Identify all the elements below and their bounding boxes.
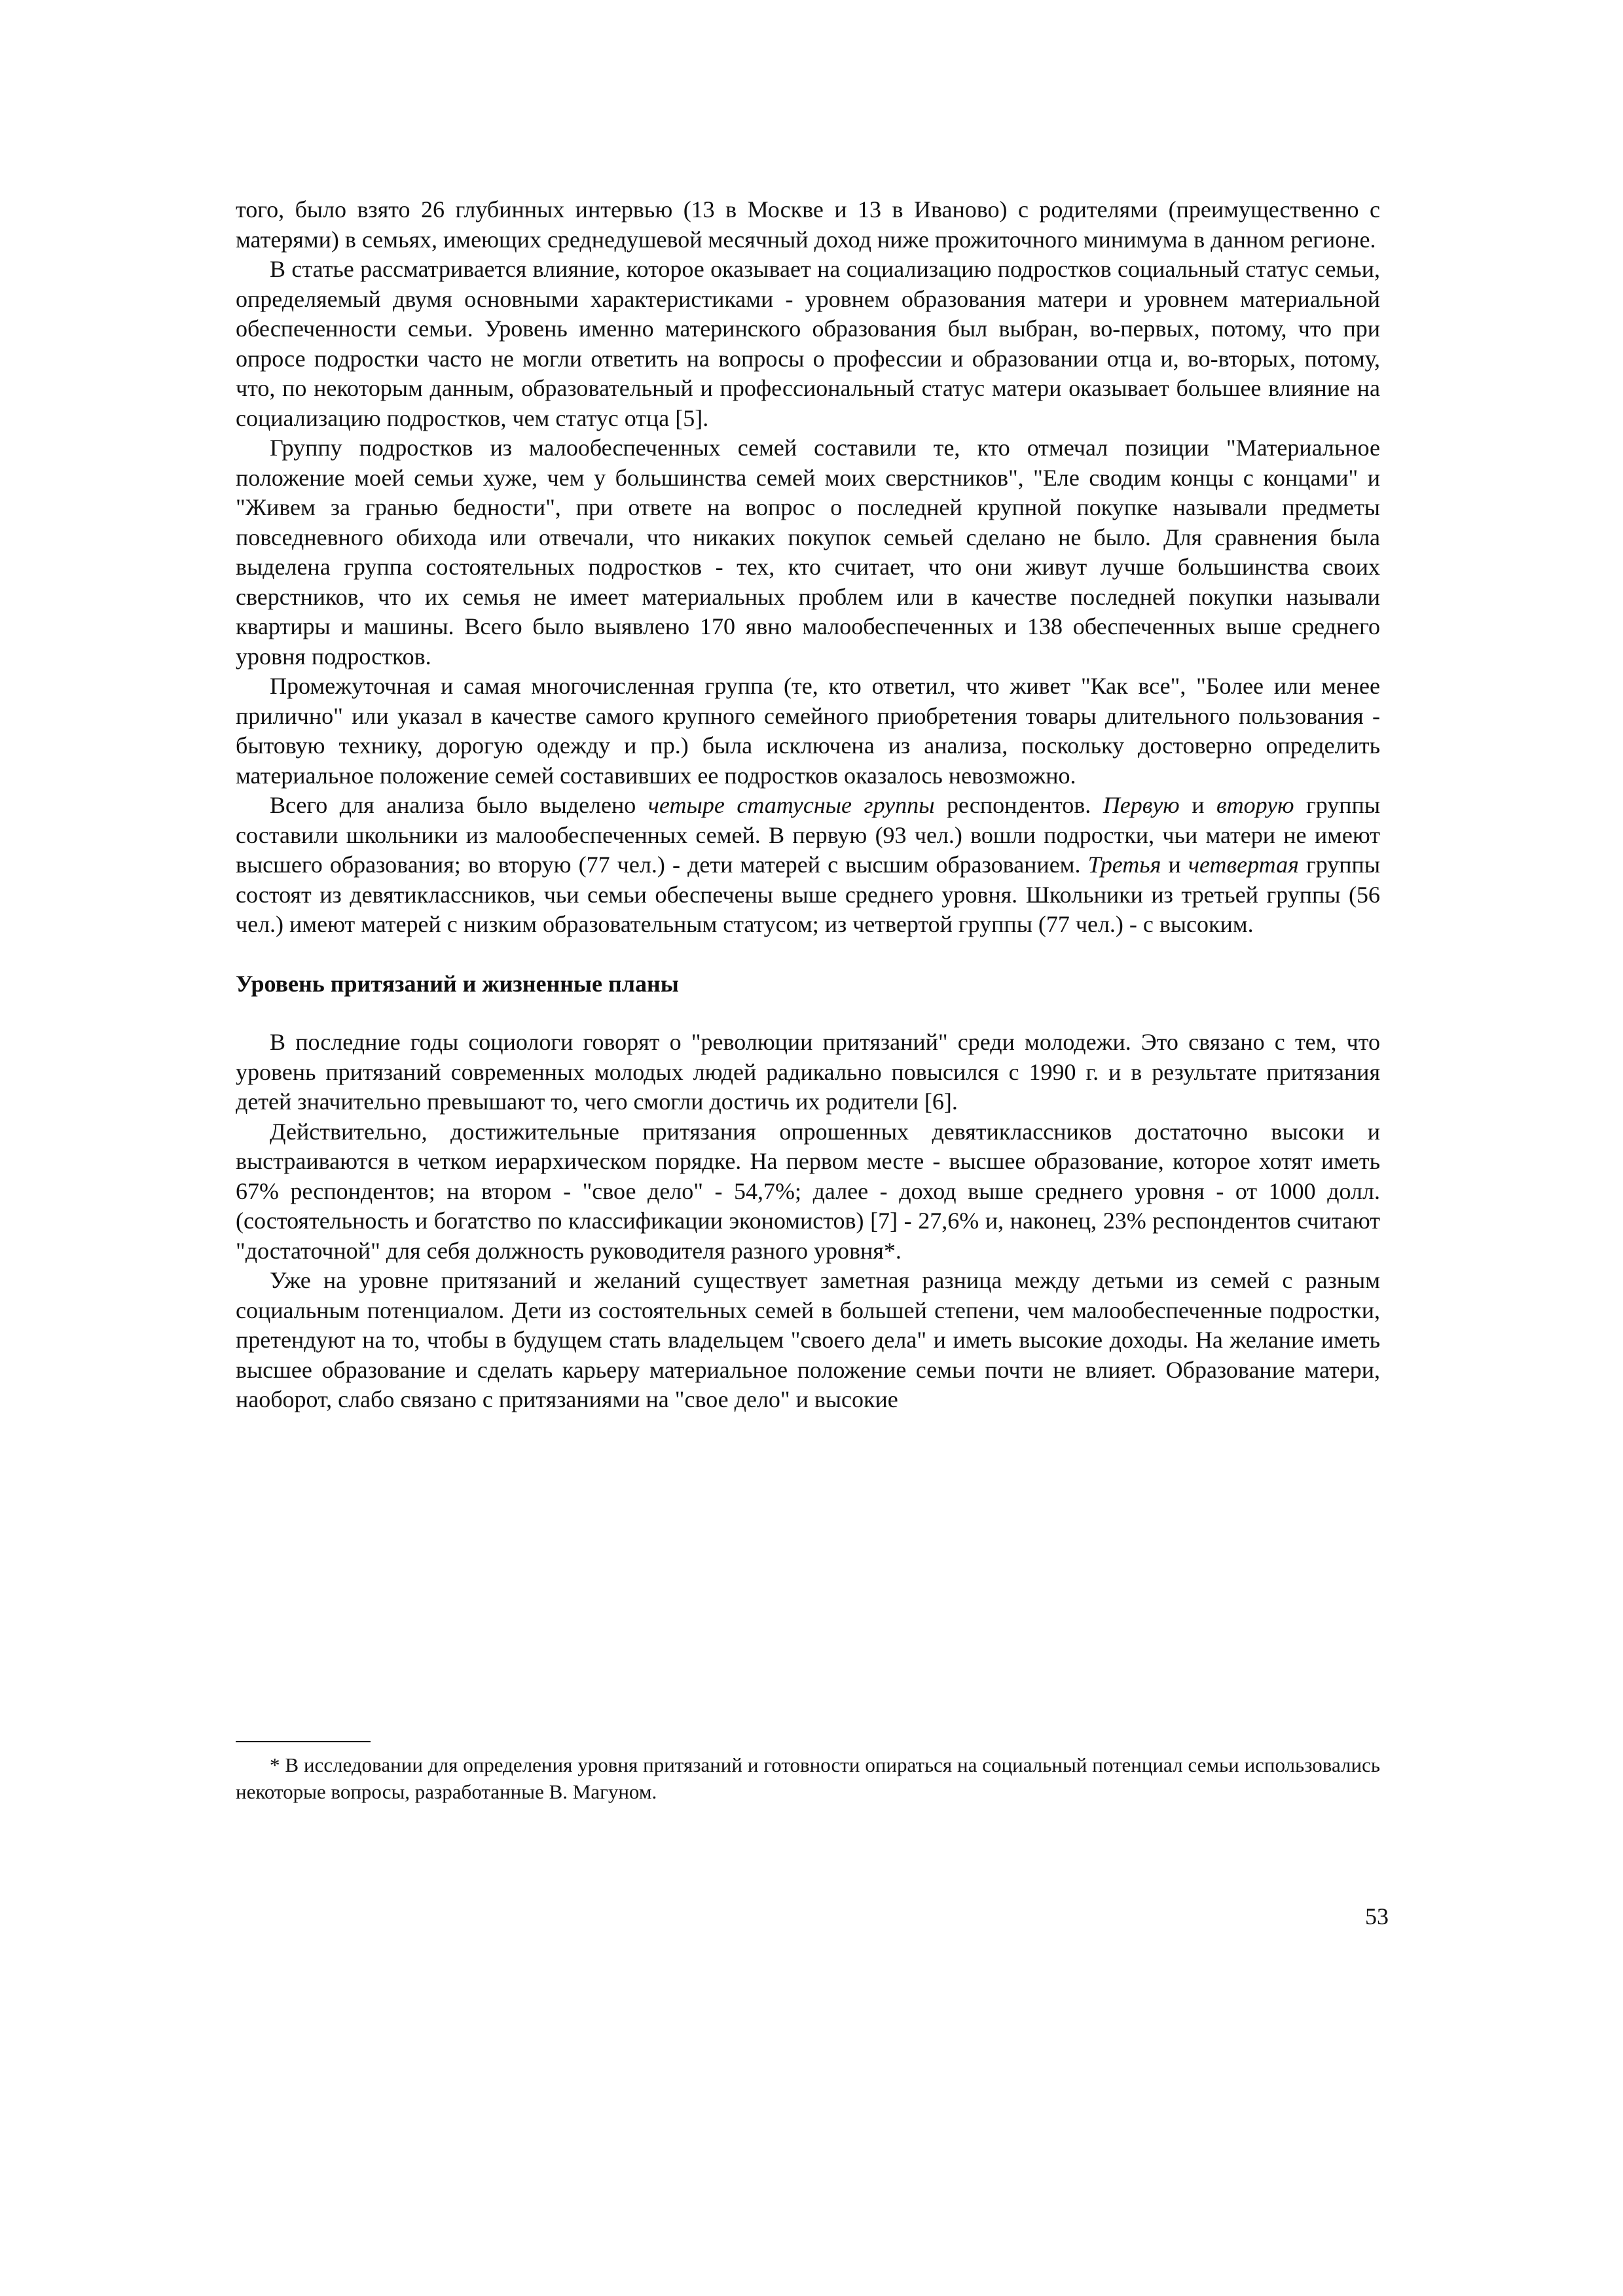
paragraph xyxy=(236,255,1380,433)
footnote: * В исследовании для определения уровня притязаний и готовности опираться на социальный потенциал семьи использовались некоторые вопросы, разработанные В. Магуном. xyxy=(236,1753,1380,1803)
italic-text: вторую xyxy=(1216,792,1294,818)
paragraph xyxy=(236,433,1380,672)
paragraphs-before-heading xyxy=(236,195,1380,940)
paragraph xyxy=(236,1117,1380,1266)
paragraph xyxy=(236,791,1380,940)
italic-text: Третья xyxy=(1087,852,1161,878)
text-run: группы состоят из девятиклассников, чьи семьи обеспечены выше среднего уровня. Школьники из третьей группы (56 чел.) имеют матерей с низким образовательным статусом; из четвертой группы (77 чел.) - с высоким. xyxy=(236,852,1381,937)
page-number: 53 xyxy=(1365,1903,1389,1929)
italic-text: четыре статусные группы xyxy=(647,792,935,818)
text-run: респондентов. xyxy=(934,792,1103,818)
paragraph xyxy=(236,1028,1380,1117)
section-heading: Уровень притязаний и жизненные планы xyxy=(236,970,679,997)
paragraphs-after-heading xyxy=(236,1028,1380,1415)
main-text-column xyxy=(236,195,1380,1415)
paragraph xyxy=(236,672,1380,791)
paragraph xyxy=(236,1266,1380,1415)
text-run: и xyxy=(1179,792,1216,818)
text-run: Всего для анализа было выделено xyxy=(270,792,648,818)
text-run: В последние годы социологи говорят о "революции притязаний" среди молодежи. Это связано с тем, что уровень притязаний современных молодых людей радикально повысился с 1990 г. и в результате притязания детей значительно превышают то, чего смогли достичь их родители [6]. xyxy=(236,1029,1380,1115)
text-run: группы составили школьники из малообеспеченных семей. В первую (93 чел.) вошли подростки, чьи матери не имеют высшего образования; во вторую (77 чел.) - дети матерей с высшим образованием. xyxy=(236,792,1381,878)
footnote-separator xyxy=(236,1741,371,1742)
text-run: Уже на уровне притязаний и желаний существует заметная разница между детьми из семей с разным социальным потенциалом. Дети из состоятельных семей в большей степени, чем малообеспеченные подростки, претендуют на то, чтобы в будущем стать владельцем "своего дела" и иметь высокие доходы. На желание иметь высшее образование и сделать карьеру материальное положение семьи почти не влияет. Образование матери, наоборот, слабо связано с притязаниями на "свое дело" и высокие xyxy=(236,1267,1380,1412)
text-run: Промежуточная и самая многочисленная группа (те, кто ответил, что живет "Как все", "Более или менее прилично" или указал в качестве самого крупного семейного приобретения товары длительного пользования - бытовую технику, дорогую одежду и пр.) была исключена из анализа, поскольку достоверно определить материальное положение семей составивших ее подростков оказалось невозможно. xyxy=(236,673,1380,789)
text-run: Группу подростков из малообеспеченных семей составили те, кто отмечал позиции "Материальное положение моей семьи хуже, чем у большинства семей моих сверстников", "Еле сводим концы с концами" и "Живем за гранью бедности", при ответе на вопрос о последней крупной покупке называли предметы повседневного обихода или отвечали, что никаких покупок семьей сделано не было. Для сравнения была выделена группа состоятельных подростков - тех, кто считает, что они живут лучше большинства своих сверстников, что их семья не имеет материальных проблем или в качестве последней покупки называли квартиры и машины. Всего было выявлено 170 явно малообеспеченных и 138 обеспеченных выше среднего уровня подростков. xyxy=(236,435,1380,670)
text-run: В статье рассматривается влияние, которое оказывает на социализацию подростков социальный статус семьи, определяемый двумя основными характеристиками - уровнем образования матери и уровнем материальной обеспеченности семьи. Уровень именно материнского образования был выбран, во-первых, потому, что при опросе подростки часто не могли ответить на вопросы о профессии и образовании отца и, во-вторых, потому, что, по некоторым данным, образовательный и профессиональный статус матери оказывает большее влияние на социализацию подростков, чем статус отца [5]. xyxy=(236,256,1380,431)
text-run: Действительно, достижительные притязания опрошенных девятиклассников достаточно высоки и выстраиваются в четком иерархическом порядке. На первом месте - высшее образование, которое хотят иметь 67% респондентов; на втором - "свое дело" - 54,7%; далее - доход выше среднего уровня - от 1000 долл.(состоятельность и богатство по классификации экономистов) [7] - 27,6% и, наконец, 23% респондентов считают "достаточной" для себя должность руководителя разного уровня*. xyxy=(236,1118,1380,1264)
italic-text: Первую xyxy=(1103,792,1180,818)
italic-text: четвертая xyxy=(1188,852,1299,878)
text-run: и xyxy=(1161,852,1188,878)
text-run: того, было взято 26 глубинных интервью (13 в Москве и 13 в Иваново) с родителями (преимущественно с матерями) в семьях, имеющих среднедушевой месячный доход ниже прожиточного минимума в данном регионе. xyxy=(236,196,1380,253)
paragraph xyxy=(236,195,1380,255)
